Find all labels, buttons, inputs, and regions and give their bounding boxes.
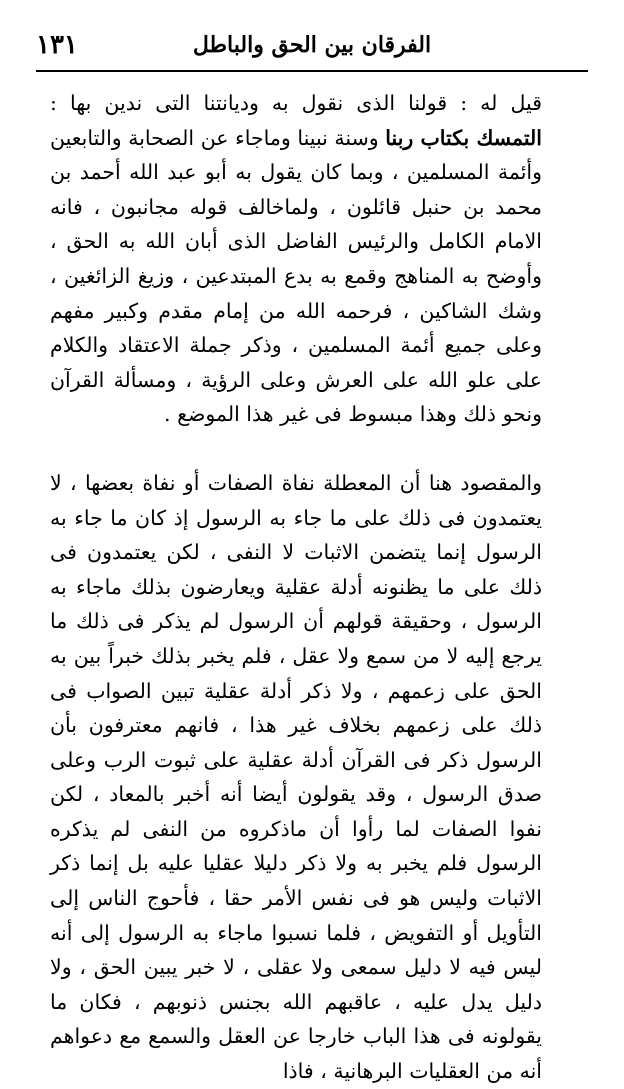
paragraph-1-rest: وسنة نبينا وماجاء عن الصحابة والتابعين وأئمة المسلمين ، وبما كان يقول به أبو عبد الله أحمد بن محمد بن حنبل قائلون ، ولماخالف قوله مجانبون ، فانه الامام الكامل والرئيس الفاضل الذى أبان الله به الحق ، وأوضح به المناهج وقمع به بدع المبتدعين ، وزيغ الزائغين ، وشك الشاكين ، فرحمه الله من إمام مقدم وكبير مفهم وعلى جميع أئمة المسلمين ، وذكر جملة الاعتقاد والكلام على علو الله على العرش وعلى الرؤية ، ومسألة القرآن ونحو ذلك وهذا مبسوط فى غير هذا الموضع . — [50, 125, 542, 427]
paragraph-1-quote: التمسك بكتاب ربنا — [385, 125, 542, 150]
running-title: الفرقان بين الحق والباطل — [192, 32, 432, 58]
page-number: ١٣١ — [36, 30, 78, 60]
body-text — [50, 86, 574, 1089]
paragraph-2 — [50, 466, 574, 1089]
paragraph-1-lead: قيل له : قولنا الذى نقول به وديانتنا التى ندين بها : — [50, 91, 542, 115]
paragraph-2-text: والمقصود هنا أن المعطلة نفاة الصفات أو نفاة بعضها ، لا يعتمدون فى ذلك على ما جاء به الرسول إذ كان ما جاء به الرسول إنما يتضمن الاثبات لا النفى ، لكن يعتمدون فى ذلك على ما يظنونه أدلة عقلية ويعارضون بذلك ماجاء به الرسول ، وحقيقة قولهم أن الرسول لم يذكر فى ذلك ما يرجع إليه لا من سمع ولا عقل ، فلم يخبر بذلك خبراً بين به الحق على زعمهم ، ولا ذكر أدلة عقلية تبين الصواب فى ذلك على زعمهم بخلاف غير هذا ، فانهم معترفون بأن الرسول ذكر فى القرآن أدلة عقلية على ثبوت الرب وعلى صدق الرسول ، وقد يقولون أيضا أنه أخبر بالمعاد ، لكن نفوا الصفات لما رأوا أن ماذكروه من النفى لم يذكره الرسول فلم يخبر به ولا ذكر دليلا عقليا عليه بل إنما ذكر الاثبات وليس هو فى نفس الأمر حقا ، فأحوج الناس إلى التأويل أو التفويض ، فلما نسبوا ماجاء به الرسول إلى أنه ليس فيه لا دليل سمعى ولا عقلى ، لا خبر يبين الحق ، ولا دليل يدل عليه ، عاقبهم الله بجنس ذنوبهم ، فكان ما يقولونه فى هذا الباب خارجا عن العقل والسمع مع دعواهم أنه من العقليات البرهانية ، فاذا — [50, 470, 542, 1084]
page-header — [36, 28, 588, 68]
paragraph-1 — [50, 86, 574, 432]
header-rule — [36, 70, 588, 72]
paragraph-gap — [50, 432, 574, 466]
